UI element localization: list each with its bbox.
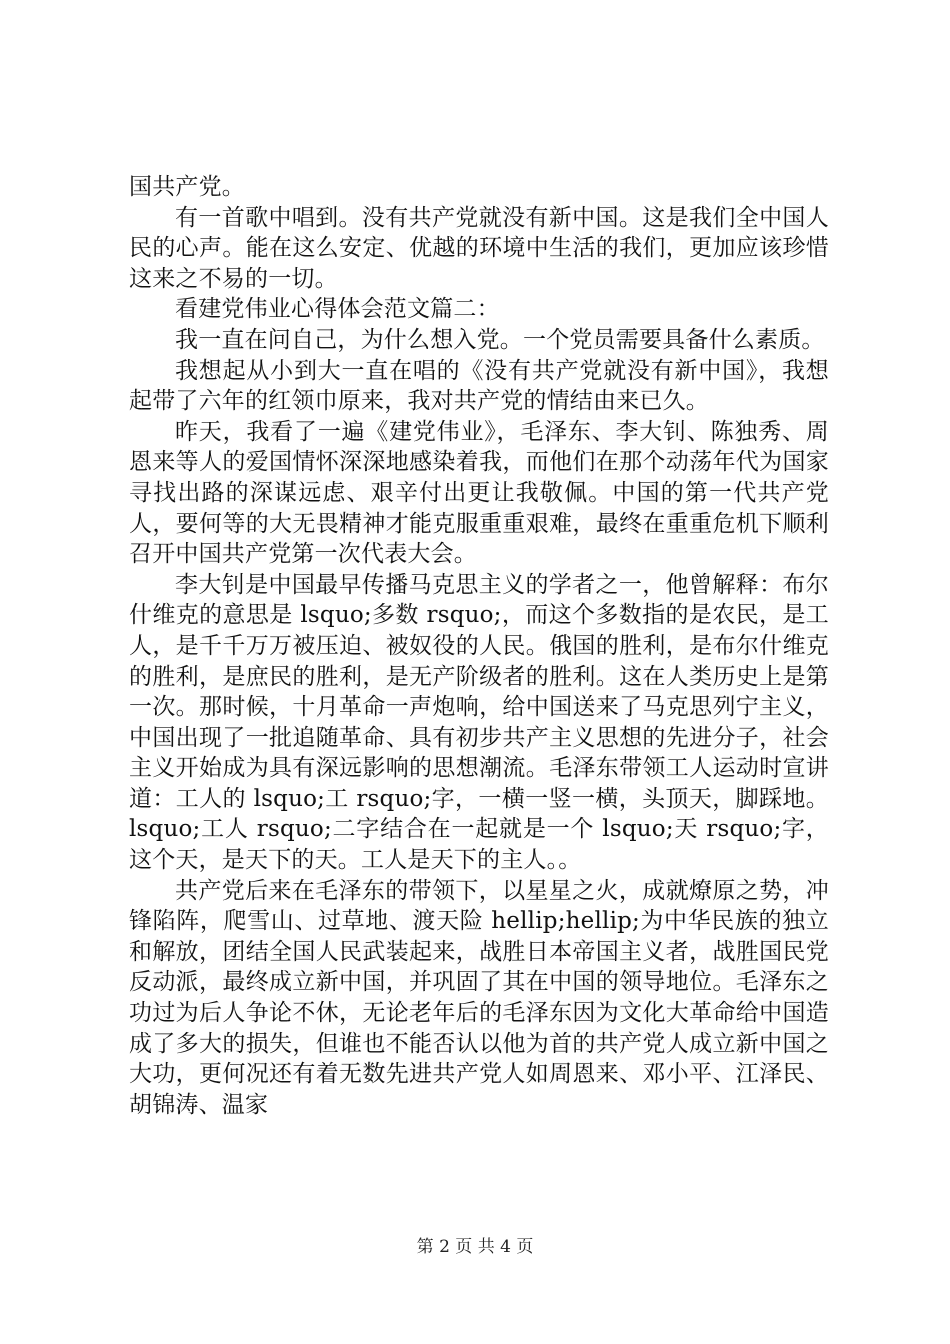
page-footer xyxy=(0,1236,950,1258)
paragraph-2: 有一首歌中唱到。没有共产党就没有新中国。这是我们全中国人民的心声。能在这么安定、优越的环境中生活的我们，更加应该珍惜这来之不易的一切。 xyxy=(129,204,829,292)
paragraph-8: 共产党后来在毛泽东的带领下，以星星之火，成就燎原之势，冲锋陷阵，爬雪山、过草地、渡天险 hellip;hellip;为中华民族的独立和解放，团结全国人民武装起来，战胜日本帝国主义者，战胜国民党反动派，最终成立新中国，并巩固了其在中国的领导地位。毛泽东之功过为后人争论不休，无论老年后的毛泽东因为文化大革命给中国造成了多大的损失，但谁也不能否认以他为首的共产党人成立新中国之大功，更何况还有着无数先进共产党人如周恩来、邓小平、江泽民、胡锦涛、温家 xyxy=(129,877,829,1118)
paragraph-7: 李大钊是中国最早传播马克思主义的学者之一，他曾解释：布尔什维克的意思是 lsquo;多数 rsquo;，而这个多数指的是农民，是工人，是千千万万被压迫、被奴役的人民。俄国的胜利，是布尔什维克的胜利，是庶民的胜利，是无产阶级者的胜利。这在人类历史上是第一次。那时候，十月革命一声炮响，给中国送来了马克思列宁主义，中国出现了一批追随革命、具有初步共产主义思想的先进分子，社会主义开始成为具有深远影响的思想潮流。毛泽东带领工人运动时宣讲道：工人的 lsquo;工 rsquo;字，一横一竖一横，头顶天，脚踩地。lsquo;工人 rsquo;二字结合在一起就是一个 lsquo;天 rsquo;字，这个天，是天下的天。工人是天下的主人。。 xyxy=(129,571,829,874)
paragraph-4: 我一直在问自己，为什么想入党。一个党员需要具备什么素质。 xyxy=(175,326,825,353)
document-body xyxy=(129,172,829,1120)
paragraph-6: 昨天，我看了一遍《建党伟业》，毛泽东、李大钊、陈独秀、周恩来等人的爱国情怀深深地感染着我，而他们在那个动荡年代为国家寻找出路的深谋远虑、艰辛付出更让我敬佩。中国的第一代共产党人，要何等的大无畏精神才能克服重重艰难，最终在重重危机下顺利召开中国共产党第一次代表大会。 xyxy=(129,418,829,568)
paragraph-5: 我想起从小到大一直在唱的《没有共产党就没有新中国》，我想起带了六年的红领巾原来，我对共产党的情结由来已久。 xyxy=(129,357,829,415)
paragraph-1: 国共产党。 xyxy=(129,174,245,200)
page-number-label: 第 2 页 共 4 页 xyxy=(416,1237,534,1257)
paragraph-3-heading: 看建党伟业心得体会范文篇二： xyxy=(175,296,500,323)
